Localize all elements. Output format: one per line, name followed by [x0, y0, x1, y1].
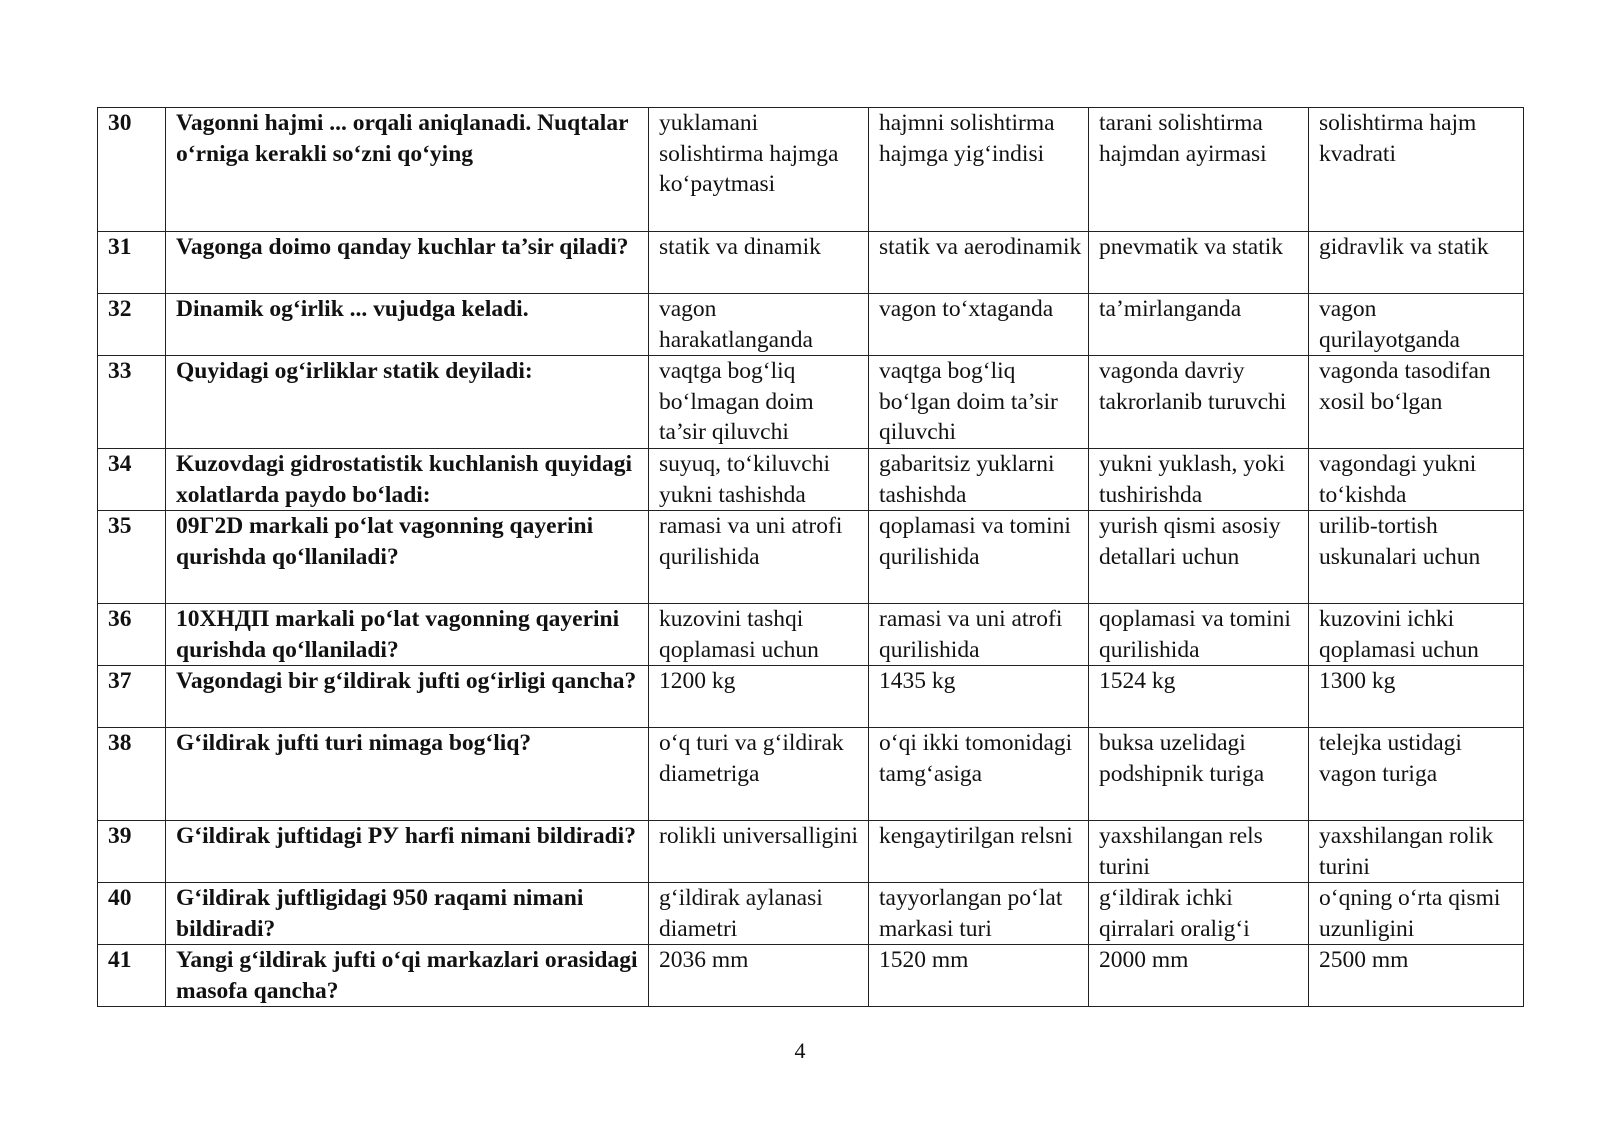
answer-option-b: o‘qi ikki tomonidagi tamg‘asiga — [869, 728, 1089, 821]
answer-option-b: qoplamasi va tomini qurilishida — [869, 511, 1089, 604]
answer-option-a: o‘q turi va g‘ildirak diametriga — [649, 728, 869, 821]
answer-option-a: rolikli universalligini — [649, 821, 869, 883]
question-text: Yangi g‘ildirak jufti o‘qi markazlari orasidagi masofa qancha? — [166, 945, 649, 1007]
question-text: G‘ildirak juftidagi РУ harfi nimani bildiradi? — [166, 821, 649, 883]
question-text: 09Г2D markali po‘lat vagonning qayerini qurishda qo‘llaniladi? — [166, 511, 649, 604]
question-text: 10ХНДП markali po‘lat vagonning qayerini qurishda qo‘llaniladi? — [166, 604, 649, 666]
answer-option-a: yuklamani solishtirma hajmga ko‘paytmasi — [649, 108, 869, 232]
answer-option-b: statik va aerodinamik — [869, 232, 1089, 294]
answer-option-d: kuzovini ichki qoplamasi uchun — [1309, 604, 1524, 666]
answer-option-d: telejka ustidagi vagon turiga — [1309, 728, 1524, 821]
table-row — [98, 511, 1524, 604]
answer-option-b: 1520 mm — [869, 945, 1089, 1007]
table-row — [98, 883, 1524, 945]
table-row — [98, 232, 1524, 294]
answer-option-b: gabaritsiz yuklarni tashishda — [869, 449, 1089, 511]
answer-option-a: g‘ildirak aylanasi diametri — [649, 883, 869, 945]
answer-option-b: tayyorlangan po‘lat markasi turi — [869, 883, 1089, 945]
question-number: 34 — [98, 449, 166, 511]
answer-option-a: kuzovini tashqi qoplamasi uchun — [649, 604, 869, 666]
answer-option-c: yurish qismi asosiy detallari uchun — [1089, 511, 1309, 604]
table-row — [98, 108, 1524, 232]
answer-option-d: solishtirma hajm kvadrati — [1309, 108, 1524, 232]
answer-option-b: vaqtga bog‘liq bo‘lgan doim ta’sir qiluvchi — [869, 356, 1089, 449]
answer-option-c: pnevmatik va statik — [1089, 232, 1309, 294]
question-text: Vagondagi bir g‘ildirak jufti og‘irligi qancha? — [166, 666, 649, 728]
answer-option-d: vagonda tasodifan xosil bo‘lgan — [1309, 356, 1524, 449]
table-row — [98, 294, 1524, 356]
answer-option-d: gidravlik va statik — [1309, 232, 1524, 294]
answer-option-a: statik va dinamik — [649, 232, 869, 294]
answer-option-d: 2500 mm — [1309, 945, 1524, 1007]
answer-option-b: vagon to‘xtaganda — [869, 294, 1089, 356]
table-row — [98, 728, 1524, 821]
question-number: 40 — [98, 883, 166, 945]
answer-option-c: buksa uzelidagi podshipnik turiga — [1089, 728, 1309, 821]
question-text: Kuzovdagi gidrostatistik kuchlanish quyidagi xolatlarda paydo bo‘ladi: — [166, 449, 649, 511]
answer-option-a: 1200 kg — [649, 666, 869, 728]
table-row — [98, 356, 1524, 449]
answer-option-c: ta’mirlanganda — [1089, 294, 1309, 356]
answer-option-d: vagondagi yukni to‘kishda — [1309, 449, 1524, 511]
answer-option-c: 1524 kg — [1089, 666, 1309, 728]
question-text: G‘ildirak jufti turi nimaga bog‘liq? — [166, 728, 649, 821]
answer-option-c: yaxshilangan rels turini — [1089, 821, 1309, 883]
question-number: 38 — [98, 728, 166, 821]
question-text: Vagonga doimo qanday kuchlar ta’sir qiladi? — [166, 232, 649, 294]
table-row — [98, 821, 1524, 883]
answer-option-d: o‘qning o‘rta qismi uzunligini — [1309, 883, 1524, 945]
question-text: Quyidagi og‘irliklar statik deyiladi: — [166, 356, 649, 449]
answer-option-a: 2036 mm — [649, 945, 869, 1007]
question-number: 39 — [98, 821, 166, 883]
question-number: 31 — [98, 232, 166, 294]
answer-option-b: ramasi va uni atrofi qurilishida — [869, 604, 1089, 666]
answer-option-a: suyuq, to‘kiluvchi yukni tashishda — [649, 449, 869, 511]
table-row — [98, 449, 1524, 511]
answer-option-c: tarani solishtirma hajmdan ayirmasi — [1089, 108, 1309, 232]
answer-option-c: vagonda davriy takrorlanib turuvchi — [1089, 356, 1309, 449]
quiz-table — [97, 107, 1524, 1007]
question-number: 30 — [98, 108, 166, 232]
question-text: Vagonni hajmi ... orqali aniqlanadi. Nuqtalar o‘rniga kerakli so‘zni qo‘ying — [166, 108, 649, 232]
question-text: Dinamik og‘irlik ... vujudga keladi. — [166, 294, 649, 356]
answer-option-c: yukni yuklash, yoki tushirishda — [1089, 449, 1309, 511]
answer-option-c: qoplamasi va tomini qurilishida — [1089, 604, 1309, 666]
answer-option-d: 1300 kg — [1309, 666, 1524, 728]
question-number: 35 — [98, 511, 166, 604]
question-number: 36 — [98, 604, 166, 666]
answer-option-c: g‘ildirak ichki qirralari oralig‘i — [1089, 883, 1309, 945]
answer-option-b: 1435 kg — [869, 666, 1089, 728]
answer-option-a: vaqtga bog‘liq bo‘lmagan doim ta’sir qiluvchi — [649, 356, 869, 449]
answer-option-a: vagon harakatlanganda — [649, 294, 869, 356]
table-row — [98, 604, 1524, 666]
question-number: 33 — [98, 356, 166, 449]
answer-option-c: 2000 mm — [1089, 945, 1309, 1007]
question-number: 32 — [98, 294, 166, 356]
answer-option-d: vagon qurilayotganda — [1309, 294, 1524, 356]
page-number: 4 — [794, 1038, 806, 1063]
answer-option-d: urilib-tortish uskunalari uchun — [1309, 511, 1524, 604]
answer-option-b: hajmni solishtirma hajmga yig‘indisi — [869, 108, 1089, 232]
answer-option-a: ramasi va uni atrofi qurilishida — [649, 511, 869, 604]
table-row — [98, 945, 1524, 1007]
answer-option-b: kengaytirilgan relsni — [869, 821, 1089, 883]
table-row — [98, 666, 1524, 728]
question-text: G‘ildirak juftligidagi 950 raqami nimani bildiradi? — [166, 883, 649, 945]
question-number: 37 — [98, 666, 166, 728]
answer-option-d: yaxshilangan rolik turini — [1309, 821, 1524, 883]
question-number: 41 — [98, 945, 166, 1007]
